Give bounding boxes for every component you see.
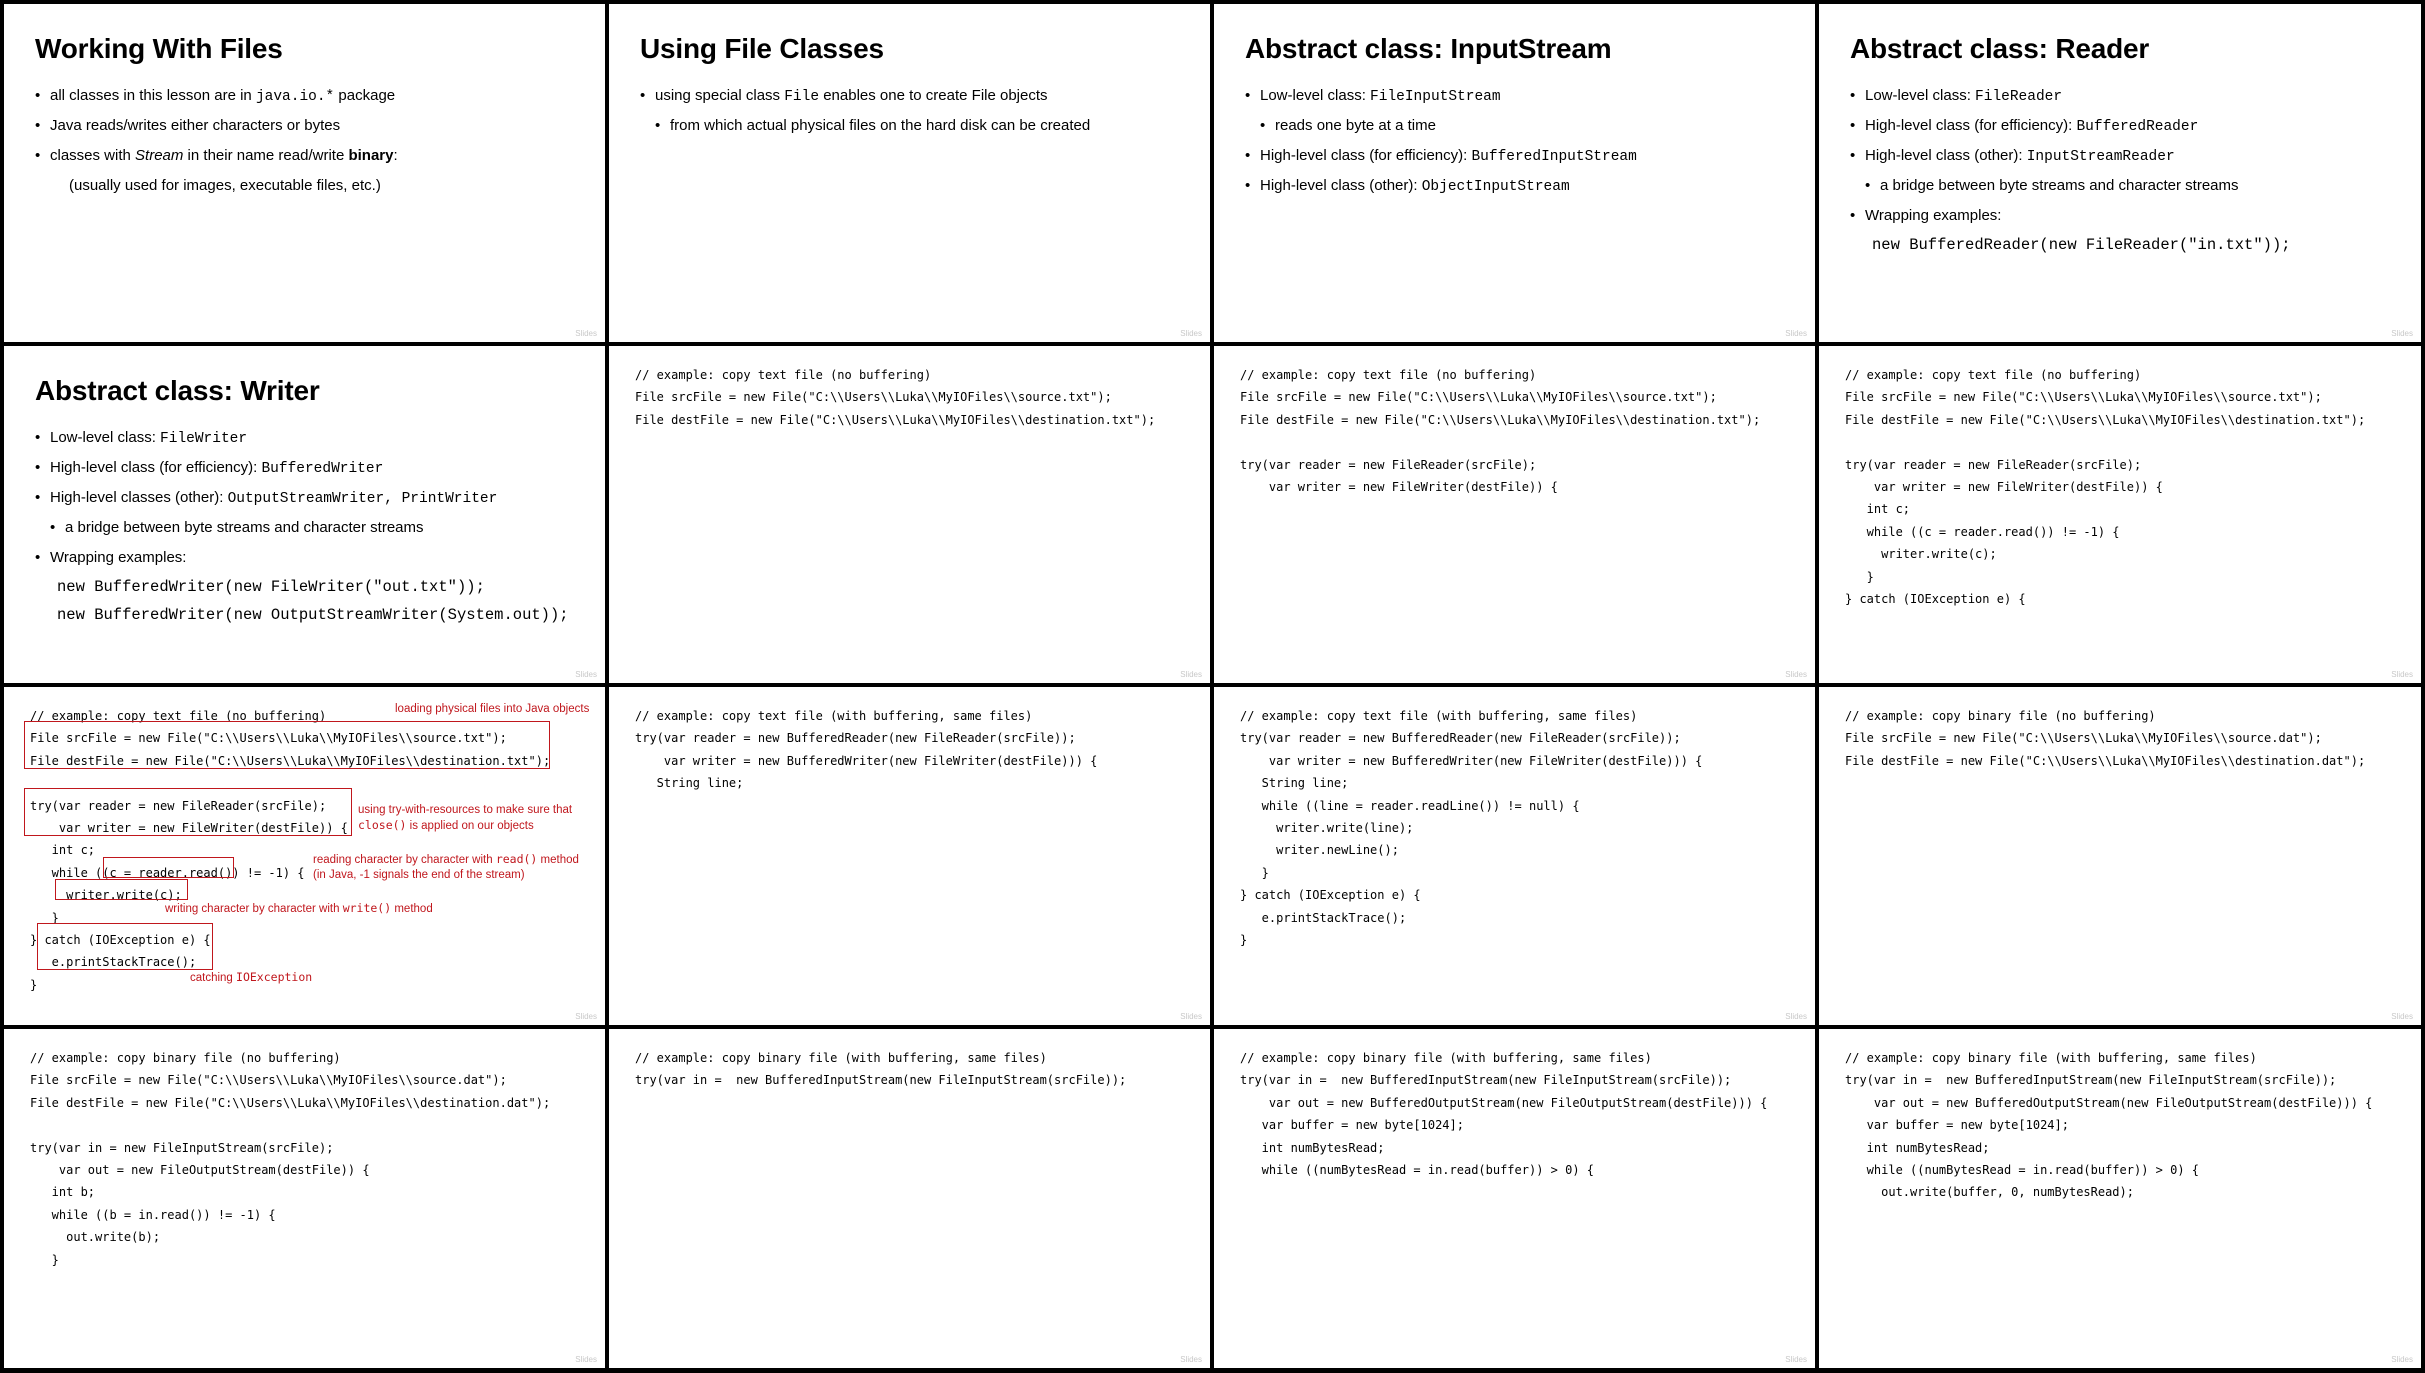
bullet-item: • using special class File enables one to create File objects xyxy=(640,81,1090,111)
slide-3[interactable] xyxy=(1214,4,1815,342)
bullet-item: • High-level class (for efficiency): BufferedWriter xyxy=(35,453,569,483)
annotation-loading-files: loading physical files into Java objects xyxy=(395,703,590,715)
slide-7[interactable] xyxy=(1214,346,1815,683)
bullet-item: • Low-level class: FileInputStream xyxy=(1245,81,1637,111)
bullet-item: • Wrapping examples: xyxy=(1850,201,2291,231)
slide-footer: Slides xyxy=(1785,329,1807,338)
slide-9[interactable] xyxy=(4,687,605,1025)
slide-footer: Slides xyxy=(1785,670,1807,679)
bullet-item: • High-level classes (other): OutputStreamWriter, PrintWriter xyxy=(35,483,569,513)
highlight-box-catch xyxy=(37,923,213,970)
slide-footer: Slides xyxy=(1180,1012,1202,1021)
annotation-catching: catching IOException xyxy=(190,970,313,984)
slide-footer: Slides xyxy=(575,670,597,679)
bullet-subitem: • from which actual physical files on the hard disk can be created xyxy=(655,111,1090,141)
slide-footer: Slides xyxy=(2391,670,2413,679)
code-block: // example: copy binary file (with buffering, same files) try(var in = new BufferedInputStream(new FileInputStream(srcFile)); var out = new BufferedOutputStream(new FileOutputStream(destFile))) { var buffer = new byte[1024]; int numBytesRead; while ((numBytesRead = in.read(buffer)) > 0) { out.write(buffer, 0, numBytesRead); xyxy=(1845,1051,2373,1200)
slide-2[interactable] xyxy=(609,4,1210,342)
bullet-item: • High-level class (other): ObjectInputStream xyxy=(1245,171,1637,201)
slide-title: Working With Files xyxy=(35,33,283,64)
bullet-list xyxy=(640,81,1090,141)
slide-title: Abstract class: Writer xyxy=(35,375,320,406)
code-example: new BufferedWriter(new FileWriter("out.txt")); xyxy=(57,578,485,596)
slide-6[interactable] xyxy=(609,346,1210,683)
slide-12[interactable] xyxy=(1819,687,2421,1025)
bullet-item: • Wrapping examples: xyxy=(35,543,569,573)
code-block: // example: copy text file (no buffering) File srcFile = new File("C:\\Users\\Luka\\MyIOFiles\\source.txt"); File destFile = new File("C:\\Users\\Luka\\MyIOFiles\\destination.txt"); try(var reader = new FileReader(srcFile); var writer = new FileWriter(destFile)) { int c; while ((c = reader.read()) != -1) { writer.write(c); } } catch (IOException e) { xyxy=(1845,368,2366,607)
bullet-subitem: • a bridge between byte streams and character streams xyxy=(50,513,569,543)
slide-footer: Slides xyxy=(1785,1355,1807,1364)
slide-5[interactable] xyxy=(4,346,605,683)
slide-16[interactable] xyxy=(1819,1029,2421,1368)
slide-15[interactable] xyxy=(1214,1029,1815,1368)
code-block: // example: copy text file (no buffering) File srcFile = new File("C:\\Users\\Luka\\MyIOFiles\\source.txt"); File destFile = new File("C:\\Users\\Luka\\MyIOFiles\\destination.txt"); xyxy=(635,368,1156,427)
slide-footer: Slides xyxy=(1180,670,1202,679)
bullet-subitem: • reads one byte at a time xyxy=(1260,111,1637,141)
bullet-note: (usually used for images, executable files, etc.) xyxy=(69,177,381,194)
highlight-box-files xyxy=(24,721,550,769)
bullet-item: • Java reads/writes either characters or bytes xyxy=(35,111,398,141)
slide-13[interactable] xyxy=(4,1029,605,1368)
slide-footer: Slides xyxy=(2391,1355,2413,1364)
slide-footer: Slides xyxy=(1785,1012,1807,1021)
highlight-box-try xyxy=(24,788,352,836)
bullet-item: • Low-level class: FileWriter xyxy=(35,423,569,453)
annotation-write-method: writing character by character with write() method xyxy=(165,901,433,915)
slide-footer: Slides xyxy=(2391,329,2413,338)
slide-8[interactable] xyxy=(1819,346,2421,683)
slide-title: Using File Classes xyxy=(640,33,884,64)
highlight-box-write xyxy=(55,879,188,900)
slide-4[interactable] xyxy=(1819,4,2421,342)
bullet-subitem: • a bridge between byte streams and character streams xyxy=(1865,171,2291,201)
code-block: // example: copy text file (no buffering) File srcFile = new File("C:\\Users\\Luka\\MyIOFiles\\source.txt"); File destFile = new File("C:\\Users\\Luka\\MyIOFiles\\destination.txt"); try(var reader = new FileReader(srcFile); var writer = new FileWriter(destFile)) { xyxy=(1240,368,1761,495)
slide-title: Abstract class: Reader xyxy=(1850,33,2150,64)
bullet-item: • classes with Stream in their name read/write binary: xyxy=(35,141,398,171)
bullet-list xyxy=(1850,81,2291,259)
code-block: // example: copy binary file (with buffering, same files) try(var in = new BufferedInputStream(new FileInputStream(srcFile)); var out = new BufferedOutputStream(new FileOutputStream(destFile))) { var buffer = new byte[1024]; int numBytesRead; while ((numBytesRead = in.read(buffer)) > 0) { xyxy=(1240,1051,1768,1178)
code-example: new BufferedWriter(new OutputStreamWriter(System.out)); xyxy=(57,606,569,624)
slide-footer: Slides xyxy=(575,329,597,338)
bullet-item: • Low-level class: FileReader xyxy=(1850,81,2291,111)
annotation-try-with-resources: using try-with-resources to make sure that close() is applied on our objects xyxy=(358,804,573,832)
code-block: // example: copy text file (no buffering) File srcFile = new File("C:\\Users\\Luka\\MyIOFiles\\source.txt"); File destFile = new File("C:\\Users\\Luka\\MyIOFiles\\destination.txt"); try(var reader = new FileReader(srcFile); var writer = new FileWriter(destFile)) { int c; while ((c = reader.read()) != -1) { writer.write(c); } } catch (IOException e) { e.printStackTrace(); } xyxy=(30,709,551,992)
slide-11[interactable] xyxy=(1214,687,1815,1025)
code-example: new BufferedReader(new FileReader("in.txt")); xyxy=(1872,236,2291,254)
slide-10[interactable] xyxy=(609,687,1210,1025)
slide-footer: Slides xyxy=(1180,329,1202,338)
bullet-item: • High-level class (for efficiency): BufferedReader xyxy=(1850,111,2291,141)
slide-title: Abstract class: InputStream xyxy=(1245,33,1612,64)
slide-1[interactable] xyxy=(4,4,605,342)
code-block: // example: copy binary file (no buffering) File srcFile = new File("C:\\Users\\Luka\\MyIOFiles\\source.dat"); File destFile = new File("C:\\Users\\Luka\\MyIOFiles\\destination.dat"); xyxy=(1845,709,2366,768)
bullet-list xyxy=(35,423,569,629)
slide-footer: Slides xyxy=(575,1355,597,1364)
highlight-box-read xyxy=(103,857,234,878)
code-block: // example: copy text file (with buffering, same files) try(var reader = new BufferedReader(new FileReader(srcFile)); var writer = new BufferedWriter(new FileWriter(destFile))) { String line; while ((line = reader.readLine()) != null) { writer.write(line); writer.newLine(); } } catch (IOException e) { e.printStackTrace(); } xyxy=(1240,709,1703,948)
bullet-item: • High-level class (other): InputStreamReader xyxy=(1850,141,2291,171)
slide-footer: Slides xyxy=(1180,1355,1202,1364)
bullet-item: • High-level class (for efficiency): BufferedInputStream xyxy=(1245,141,1637,171)
slide-footer: Slides xyxy=(575,1012,597,1021)
slide-footer: Slides xyxy=(2391,1012,2413,1021)
bullet-list xyxy=(35,81,398,201)
code-block: // example: copy binary file (no buffering) File srcFile = new File("C:\\Users\\Luka\\MyIOFiles\\source.dat"); File destFile = new File("C:\\Users\\Luka\\MyIOFiles\\destination.dat"); try(var in = new FileInputStream(srcFile); var out = new FileOutputStream(destFile)) { int b; while ((b = in.read()) != -1) { out.write(b); } xyxy=(30,1051,551,1267)
slide-14[interactable] xyxy=(609,1029,1210,1368)
bullet-item: • all classes in this lesson are in java.io.* package xyxy=(35,81,398,111)
code-block: // example: copy text file (with buffering, same files) try(var reader = new BufferedReader(new FileReader(srcFile)); var writer = new BufferedWriter(new FileWriter(destFile))) { String line; xyxy=(635,709,1098,791)
code-block: // example: copy binary file (with buffering, same files) try(var in = new BufferedInputStream(new FileInputStream(srcFile)); xyxy=(635,1051,1127,1088)
annotation-read-method: reading character by character with read() method (in Java, -1 signals the end of the stream) xyxy=(313,852,579,881)
bullet-list xyxy=(1245,81,1637,201)
